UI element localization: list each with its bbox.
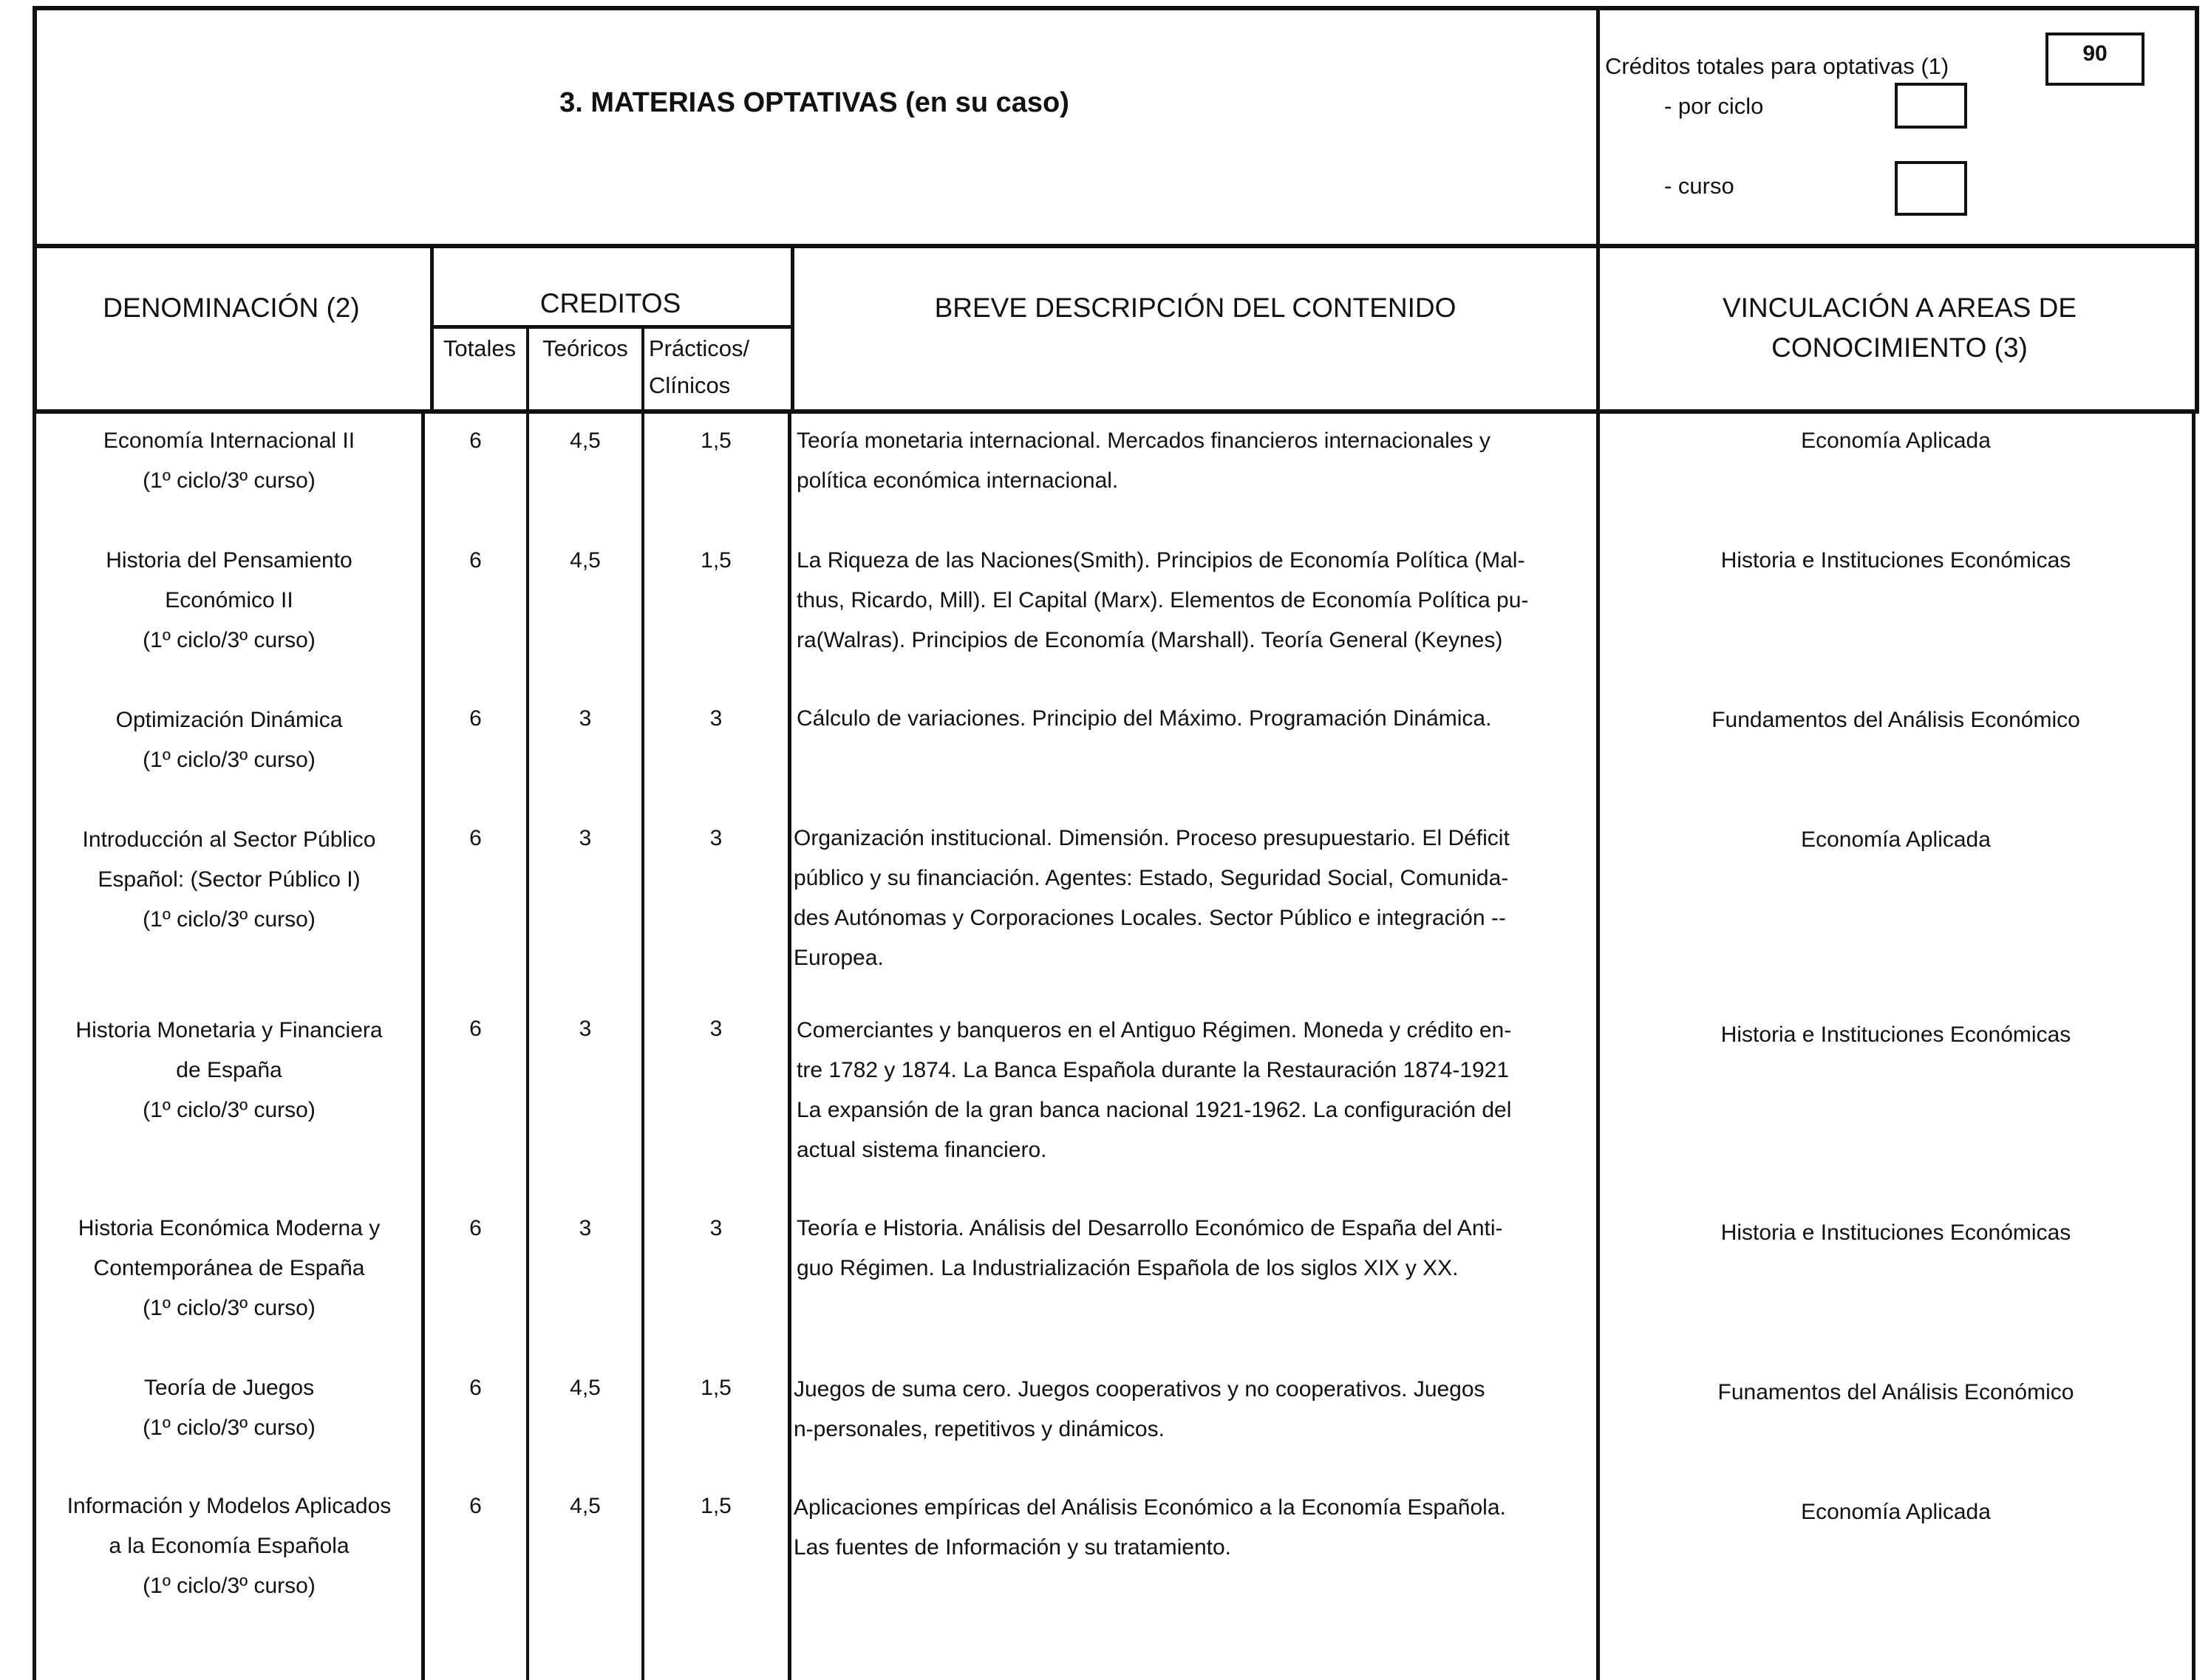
col-header-practicos: Prácticos/ (649, 335, 750, 361)
col-header-vinculacion-1: VINCULACIÓN A AREAS DE (1722, 293, 2077, 323)
row-description: Aplicaciones empíricas del Análisis Económico a la Economía Española. Las fuentes de Información y su tratamiento. (794, 1495, 1506, 1560)
curso-label: - curso (1664, 173, 1734, 199)
row-teoricos: 4,5 (570, 1376, 601, 1400)
body-rule-right (2192, 414, 2195, 1680)
row-area: Historia e Instituciones Económicas (1720, 548, 2071, 573)
curso-box (1895, 161, 1967, 216)
col-header-creditos: CREDITOS (539, 288, 681, 318)
row-description: Comerciantes y banqueros en el Antiguo Régimen. Moneda y crédito en- tre 1782 y 1874. La Banca Española durante la Restauración 1874-1921 La expansión de la gran banca nacional 1921-1962. La configuración del actual sistema financiero. (797, 1018, 1512, 1162)
row-practicos: 1,5 (701, 1376, 732, 1400)
row-teoricos: 4,5 (570, 548, 601, 573)
col-header-denominacion: DENOMINACIÓN (2) (103, 293, 360, 323)
row-name: Teoría de Juegos (1º ciclo/3º curso) (143, 1376, 316, 1440)
row-teoricos: 3 (579, 1216, 592, 1240)
row-area: Economía Aplicada (1801, 428, 1991, 453)
row-name: Historia Monetaria y Financiera de España (1º ciclo/3º curso) (75, 1018, 383, 1122)
row-teoricos: 4,5 (570, 428, 601, 453)
row-name: Optimización Dinámica (1º ciclo/3º curso) (115, 708, 343, 772)
col-header-descripcion: BREVE DESCRIPCIÓN DEL CONTENIDO (934, 293, 1457, 323)
col-divider-3 (1596, 244, 1600, 414)
row-totales: 6 (469, 1494, 482, 1518)
row-description: Juegos de suma cero. Juegos cooperativos y no cooperativos. Juegos n-personales, repetitivos y dinámicos. (794, 1377, 1485, 1441)
row-description: Cálculo de variaciones. Principio del Máximo. Programación Dinámica. (797, 706, 1492, 731)
row-area: Economía Aplicada (1801, 827, 1991, 852)
section-header-box (33, 6, 2199, 248)
creditos-sub-divider-2 (641, 325, 644, 414)
header-divider (1596, 6, 1600, 248)
total-credits-value-box (2045, 33, 2144, 86)
row-description: La Riqueza de las Naciones(Smith). Principios de Economía Política (Mal- thus, Ricardo, Mill). El Capital (Marx). Elementos de Economía Política pu- ra(Walras). Principios de Economía (Marshall). Teoría General (Keynes) (797, 548, 1529, 652)
column-header-box (33, 244, 2199, 414)
creditos-underline (430, 325, 794, 329)
row-totales: 6 (469, 548, 482, 573)
row-practicos: 3 (709, 1216, 723, 1240)
row-name: Historia del Pensamiento Económico II (1º ciclo/3º curso) (106, 548, 352, 652)
col-header-teoricos: Teóricos (542, 335, 628, 361)
row-area: Historia e Instituciones Económicas (1720, 1022, 2071, 1047)
row-name: Economía Internacional II (1º ciclo/3º curso) (103, 428, 355, 493)
row-totales: 6 (469, 428, 482, 453)
row-practicos: 1,5 (701, 1494, 732, 1518)
body-rule-left (33, 414, 36, 1680)
row-teoricos: 4,5 (570, 1494, 601, 1518)
col-header-clinicos: Clínicos (649, 372, 731, 398)
row-practicos: 3 (709, 1017, 723, 1041)
row-area: Historia e Instituciones Económicas (1720, 1220, 2071, 1245)
row-name: Introducción al Sector Público Español: (Sector Público I) (1º ciclo/3º curso) (82, 827, 376, 932)
row-practicos: 1,5 (701, 548, 732, 573)
row-teoricos: 3 (579, 1017, 592, 1041)
row-teoricos: 3 (579, 826, 592, 850)
col-divider-2 (791, 244, 794, 414)
total-credits-label: Créditos totales para optativas (1) (1605, 53, 1949, 79)
row-area: Funamentos del Análisis Económico (1717, 1380, 2074, 1404)
row-totales: 6 (469, 1376, 482, 1400)
row-totales: 6 (469, 706, 482, 731)
total-credits-value: 90 (2082, 41, 2108, 66)
section-title: 3. MATERIAS OPTATIVAS (en su caso) (559, 87, 1069, 118)
row-area: Fundamentos del Análisis Económico (1711, 708, 2080, 732)
col-header-vinculacion-2: CONOCIMIENTO (3) (1771, 332, 2028, 363)
row-area: Economía Aplicada (1801, 1500, 1991, 1524)
row-practicos: 1,5 (701, 428, 732, 453)
por-ciclo-box (1895, 83, 1967, 129)
row-name: Historia Económica Moderna y Contemporánea de España (1º ciclo/3º curso) (78, 1216, 381, 1320)
row-totales: 6 (469, 826, 482, 850)
row-totales: 6 (469, 1017, 482, 1041)
row-name: Información y Modelos Aplicados a la Economía Española (1º ciclo/3º curso) (67, 1494, 392, 1598)
body-rule-descripcion (788, 414, 791, 1680)
row-description: Organización institucional. Dimensión. Proceso presupuestario. El Déficit público y su financiación. Agentes: Estado, Seguridad Social, Comunida- des Autónomas y Corporaciones Locales. Sector Público e integración -- Europea. (794, 826, 1510, 970)
col-divider-1 (430, 244, 434, 414)
row-description: Teoría e Historia. Análisis del Desarrollo Económico de España del Anti- guo Régimen. La Industrialización Española de los siglos XIX y XX. (797, 1216, 1503, 1280)
por-ciclo-label: - por ciclo (1664, 93, 1764, 119)
row-totales: 6 (469, 1216, 482, 1240)
row-teoricos: 3 (579, 706, 592, 731)
col-header-totales: Totales (443, 335, 517, 361)
row-practicos: 3 (709, 826, 723, 850)
row-practicos: 3 (709, 706, 723, 731)
row-description: Teoría monetaria internacional. Mercados financieros internacionales y política económica internacional. (797, 428, 1491, 493)
